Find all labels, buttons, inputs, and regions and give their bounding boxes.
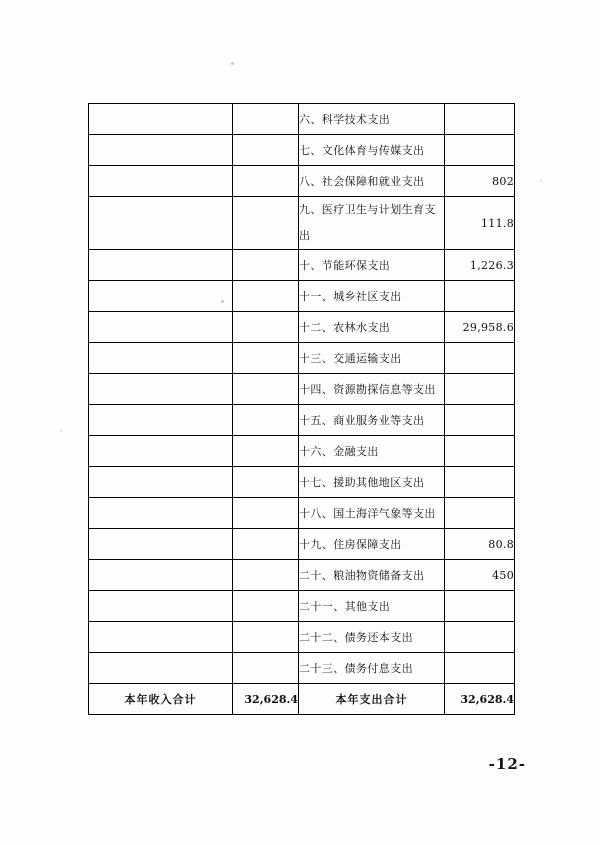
income-item-cell — [89, 197, 233, 250]
income-item-cell — [89, 653, 233, 684]
table-row — [89, 405, 515, 436]
income-amount-cell — [233, 135, 299, 166]
income-amount-cell — [233, 104, 299, 135]
expense-amount-cell: 111.8 — [445, 197, 515, 250]
expense-item-cell: 十三、交通运输支出 — [299, 343, 445, 374]
expense-amount-cell — [445, 622, 515, 653]
income-item-cell — [89, 250, 233, 281]
scan-speck — [540, 180, 542, 182]
expense-amount-cell: 802 — [445, 166, 515, 197]
expense-amount-cell — [445, 343, 515, 374]
expense-amount-cell — [445, 281, 515, 312]
income-amount-cell — [233, 374, 299, 405]
table-row — [89, 135, 515, 166]
expense-item-cell: 十九、住房保障支出 — [299, 529, 445, 560]
income-item-cell — [89, 529, 233, 560]
expense-item-cell: 七、文化体育与传媒支出 — [299, 135, 445, 166]
expense-amount-cell: 450 — [445, 560, 515, 591]
table-row — [89, 312, 515, 343]
income-item-cell — [89, 467, 233, 498]
income-amount-cell — [233, 436, 299, 467]
expense-amount-cell — [445, 653, 515, 684]
expense-item-cell: 十、节能环保支出 — [299, 250, 445, 281]
expense-item-cell: 十二、农林水支出 — [299, 312, 445, 343]
income-item-cell — [89, 135, 233, 166]
expense-total-label: 本年支出合计 — [299, 684, 445, 715]
income-item-cell — [89, 312, 233, 343]
expense-amount-cell — [445, 104, 515, 135]
table-total-row — [89, 684, 515, 715]
income-item-cell — [89, 104, 233, 135]
table-row — [89, 498, 515, 529]
table-row — [89, 374, 515, 405]
table-row — [89, 622, 515, 653]
scan-speck — [231, 62, 234, 65]
income-amount-cell — [233, 250, 299, 281]
expense-amount-cell — [445, 467, 515, 498]
table-row — [89, 104, 515, 135]
income-amount-cell — [233, 312, 299, 343]
income-amount-cell — [233, 591, 299, 622]
income-amount-cell — [233, 529, 299, 560]
income-amount-cell — [233, 560, 299, 591]
table-row — [89, 281, 515, 312]
table-row — [89, 529, 515, 560]
income-amount-cell — [233, 197, 299, 250]
page-number: -12- — [488, 755, 526, 773]
table-row — [89, 467, 515, 498]
expense-item-cell: 十四、资源勘探信息等支出 — [299, 374, 445, 405]
expense-item-cell: 十五、商业服务业等支出 — [299, 405, 445, 436]
expense-item-cell: 八、社会保障和就业支出 — [299, 166, 445, 197]
table-row — [89, 197, 515, 250]
expense-item-cell: 二十一、其他支出 — [299, 591, 445, 622]
expense-item-cell: 九、医疗卫生与计划生育支出 — [299, 197, 445, 250]
income-amount-cell — [233, 166, 299, 197]
expense-item-cell: 十七、援助其他地区支出 — [299, 467, 445, 498]
income-amount-cell — [233, 281, 299, 312]
expense-amount-cell: 29,958.6 — [445, 312, 515, 343]
table-row — [89, 560, 515, 591]
budget-table — [88, 103, 515, 715]
income-amount-cell — [233, 467, 299, 498]
table-row — [89, 436, 515, 467]
income-item-cell — [89, 622, 233, 653]
expense-item-cell: 二十二、债务还本支出 — [299, 622, 445, 653]
income-amount-cell — [233, 343, 299, 374]
expense-item-cell: 六、科学技术支出 — [299, 104, 445, 135]
income-item-cell — [89, 560, 233, 591]
expense-total-amount: 32,628.4 — [445, 684, 515, 715]
table-row — [89, 250, 515, 281]
income-item-cell — [89, 405, 233, 436]
income-item-cell — [89, 498, 233, 529]
table-row — [89, 653, 515, 684]
income-item-cell — [89, 166, 233, 197]
income-item-cell — [89, 436, 233, 467]
expense-item-cell: 二十、粮油物资储备支出 — [299, 560, 445, 591]
expense-amount-cell — [445, 374, 515, 405]
expense-amount-cell — [445, 591, 515, 622]
income-total-label: 本年收入合计 — [89, 684, 233, 715]
income-item-cell — [89, 374, 233, 405]
income-amount-cell — [233, 498, 299, 529]
expense-item-cell: 十一、城乡社区支出 — [299, 281, 445, 312]
scan-speck — [60, 430, 62, 432]
expense-item-cell: 十六、金融支出 — [299, 436, 445, 467]
table-row — [89, 343, 515, 374]
table-row — [89, 591, 515, 622]
income-amount-cell — [233, 405, 299, 436]
expense-amount-cell — [445, 436, 515, 467]
income-amount-cell — [233, 653, 299, 684]
income-item-cell — [89, 281, 233, 312]
expense-item-cell: 十八、国土海洋气象等支出 — [299, 498, 445, 529]
expense-amount-cell — [445, 135, 515, 166]
expense-amount-cell — [445, 405, 515, 436]
expense-item-cell: 二十三、债务付息支出 — [299, 653, 445, 684]
income-total-amount: 32,628.4 — [233, 684, 299, 715]
income-item-cell — [89, 591, 233, 622]
income-item-cell — [89, 343, 233, 374]
expense-amount-cell: 80.8 — [445, 529, 515, 560]
income-amount-cell — [233, 622, 299, 653]
expense-amount-cell: 1,226.3 — [445, 250, 515, 281]
expense-amount-cell — [445, 498, 515, 529]
table-row — [89, 166, 515, 197]
